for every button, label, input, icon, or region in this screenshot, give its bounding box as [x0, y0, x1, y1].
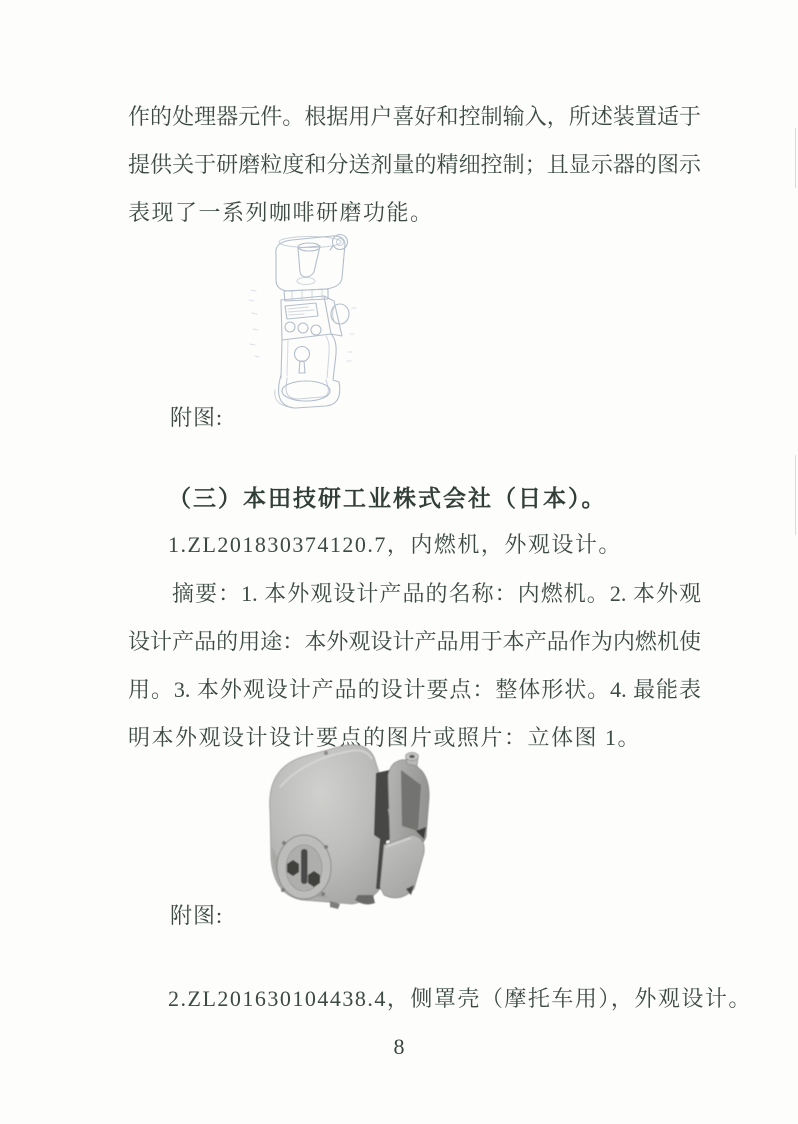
text-line: 明本外观设计设计要点的图片或照片：立体图 1。	[128, 725, 642, 750]
section-heading: （三）本田技研工业株式会社（日本）。	[168, 486, 607, 511]
page-number: 8	[393, 1034, 405, 1059]
text-line: 摘要：1. 本外观设计产品的名称：内燃机。2. 本外观	[172, 581, 701, 606]
text-line: 表现了一系列咖啡研磨功能。	[128, 200, 434, 225]
paragraph-grinder-description	[128, 93, 701, 237]
patent-item-2: 2.ZL201630104438.4，侧罩壳（摩托车用），外观设计。	[168, 986, 752, 1011]
scan-artifact	[795, 128, 796, 188]
scan-artifact	[795, 455, 796, 535]
paragraph-abstract	[128, 570, 701, 762]
figure-label: 附图:	[170, 903, 224, 928]
text-line: 设计产品的用途：本外观设计产品用于本产品作为内燃机使	[128, 629, 701, 654]
text-line: 作的处理器元件。根据用户喜好和控制输入，所述装置适于	[128, 104, 701, 129]
coffee-grinder-figure	[248, 230, 360, 412]
text-line: 用。3. 本外观设计产品的设计要点：整体形状。4. 最能表	[128, 677, 701, 702]
figure-label: 附图:	[170, 405, 224, 430]
text-line: 提供关于研磨粒度和分送剂量的精细控制；且显示器的图示	[128, 152, 701, 177]
patent-item-1: 1.ZL201830374120.7，内燃机，外观设计。	[168, 532, 622, 557]
engine-figure	[260, 737, 432, 919]
